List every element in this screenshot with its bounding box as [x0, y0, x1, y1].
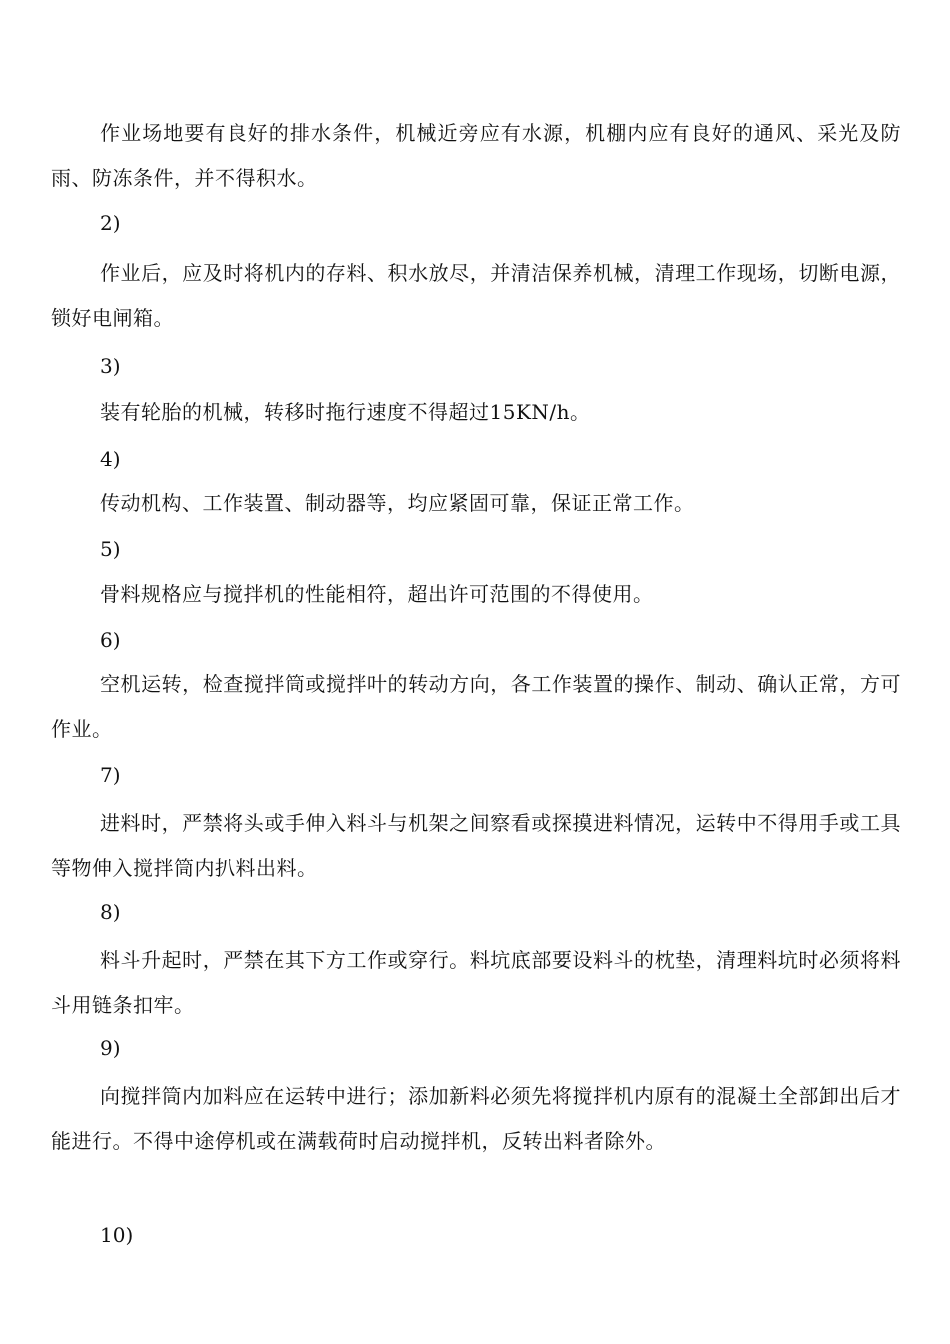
item-number-6: 6) — [100, 628, 121, 652]
item-number-8: 8) — [100, 900, 121, 924]
paragraph-2: 作业后，应及时将机内的存料、积水放尽，并清洁保养机械，清理工作现场，切断电源，锁好电闸箱。 — [51, 261, 901, 330]
paragraph-3: 装有轮胎的机械，转移时拖行速度不得超过15KN/h。 — [100, 400, 591, 424]
paragraph-9: 向搅拌筒内加料应在运转中进行；添加新料必须先将搅拌机内原有的混凝土全部卸出后才能进行。不得中途停机或在满载荷时启动搅拌机，反转出料者除外。 — [51, 1084, 901, 1153]
paragraph-6: 空机运转，检查搅拌筒或搅拌叶的转动方向，各工作装置的操作、制动、确认正常，方可作业。 — [51, 672, 901, 741]
paragraph-5: 骨料规格应与搅拌机的性能相符，超出许可范围的不得使用。 — [100, 582, 654, 606]
paragraph-8: 料斗升起时，严禁在其下方工作或穿行。料坑底部要设料斗的枕垫，清理料坑时必须将料斗用链条扣牢。 — [51, 948, 901, 1017]
item-number-3: 3) — [100, 354, 121, 378]
item-number-7: 7) — [100, 763, 121, 787]
paragraph-7: 进料时，严禁将头或手伸入料斗与机架之间察看或探摸进料情况，运转中不得用手或工具等物伸入搅拌筒内扒料出料。 — [51, 811, 901, 880]
item-number-5: 5) — [100, 537, 121, 561]
paragraph-4: 传动机构、工作装置、制动器等，均应紧固可靠，保证正常工作。 — [100, 491, 695, 515]
item-number-2: 2) — [100, 211, 121, 235]
paragraph-1: 作业场地要有良好的排水条件，机械近旁应有水源，机棚内应有良好的通风、采光及防雨、防冻条件，并不得积水。 — [51, 121, 901, 190]
item-number-10: 10) — [100, 1223, 134, 1247]
item-number-4: 4) — [100, 447, 121, 471]
item-number-9: 9) — [100, 1036, 121, 1060]
